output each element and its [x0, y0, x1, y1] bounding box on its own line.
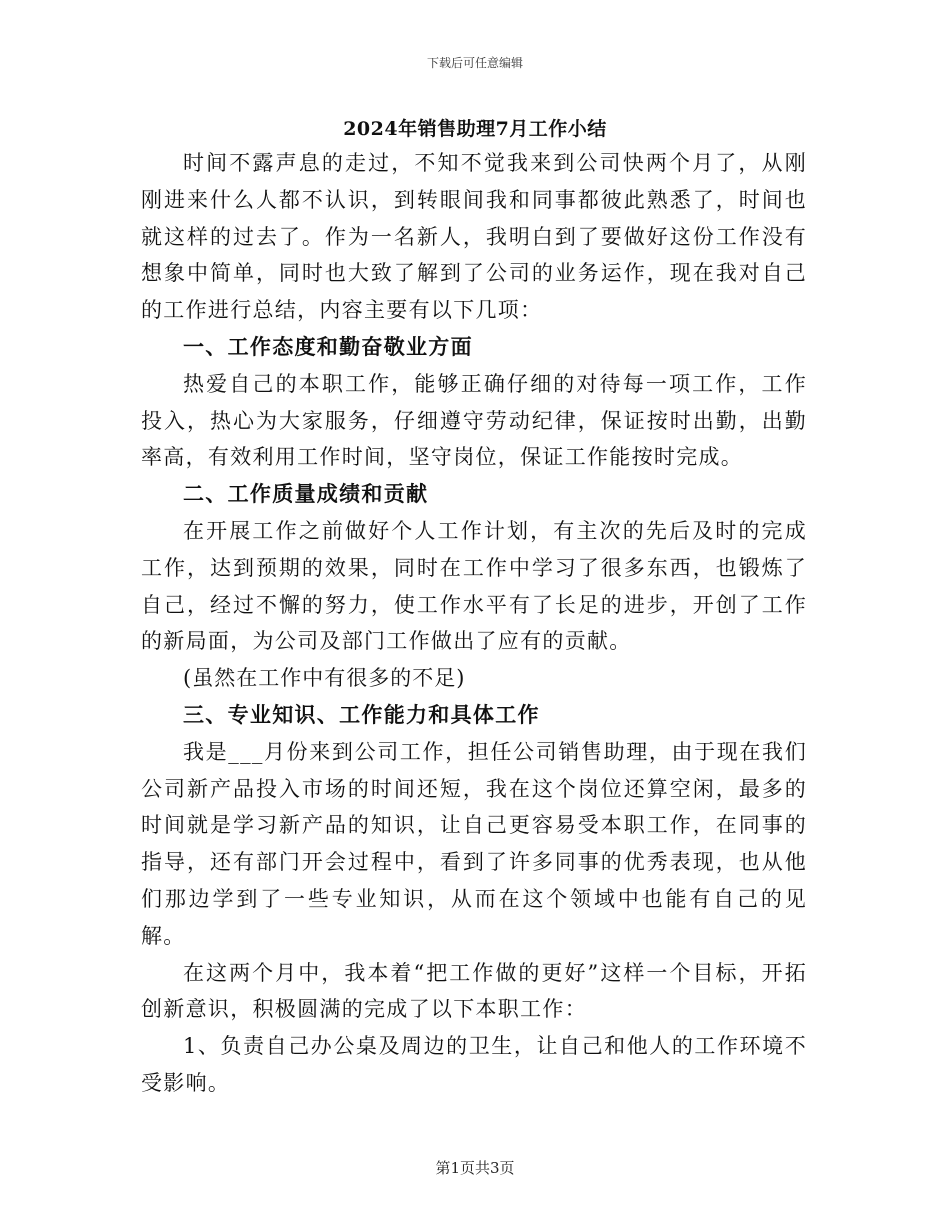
section-heading-1: 一、工作态度和勤奋敬业方面 — [183, 333, 473, 359]
page-indicator: 第1页共3页 — [435, 1159, 515, 1177]
paragraph-intro: 时间不露声息的走过，不知不觉我来到公司快两个月了，从刚刚进来什么人都不认识，到转眼间我和同事都彼此熟悉了，时间也就这样的过去了。作为一名新人，我明白到了要做好这份工作没有想象中简单，同时也大致了解到了公司的业务运作，现在我对自己的工作进行总结，内容主要有以下几项： — [141, 151, 807, 323]
document-body — [141, 145, 807, 1102]
paragraph-note: (虽然在工作中有很多的不足) — [183, 666, 466, 691]
header-note: 下载后可任意编辑 — [426, 56, 523, 70]
section-heading-2: 二、工作质量成绩和贡献 — [183, 481, 429, 507]
paragraph-item-1: 1、负责自己办公桌及周边的卫生，让自己和他人的工作环境不受影响。 — [141, 1034, 807, 1095]
section-heading-3: 三、专业知识、工作能力和具体工作 — [183, 701, 540, 727]
paragraph-attitude: 热爱自己的本职工作，能够正确仔细的对待每一项工作，工作投入，热心为大家服务，仔细遵守劳动纪律，保证按时出勤，出勤率高，有效利用工作时间，坚守岗位，保证工作能按时完成。 — [141, 371, 807, 470]
document-title: 2024年销售助理7月工作小结 — [343, 118, 607, 140]
paragraph-knowledge: 我是___月份来到公司工作，担任公司销售助理，由于现在我们公司新产品投入市场的时间还短，我在这个岗位还算空闲，最多的时间就是学习新产品的知识，让自己更容易受本职工作，在同事的指导，还有部门开会过程中，看到了许多同事的优秀表现，也从他们那边学到了一些专业知识，从而在这个领域中也能有自己的见解。 — [141, 739, 807, 948]
paragraph-goals: 在这两个月中，我本着“把工作做的更好”这样一个目标，开拓创新意识，积极圆满的完成了以下本职工作： — [141, 960, 807, 1022]
paragraph-quality: 在开展工作之前做好个人工作计划，有主次的先后及时的完成工作，达到预期的效果，同时在工作中学习了很多东西，也锻炼了自己，经过不懈的努力，使工作水平有了长足的进步，开创了工作的新局面，为公司及部门工作做出了应有的贡献。 — [141, 518, 807, 654]
